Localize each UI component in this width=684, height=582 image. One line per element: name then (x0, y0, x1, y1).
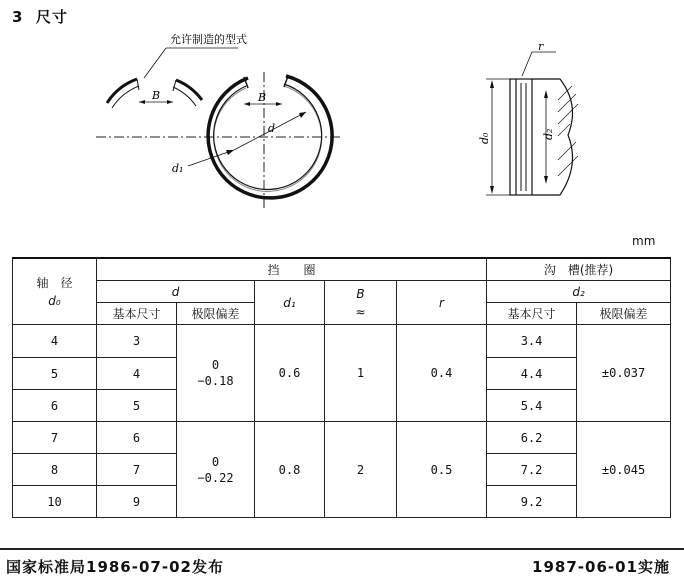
dev-upper: 0 (211, 358, 220, 372)
cell-d2: 4.4 (487, 358, 577, 390)
d2-label: d₂ (542, 128, 555, 140)
cell-d2: 9.2 (487, 486, 577, 518)
cell-d2: 7.2 (487, 454, 577, 486)
callout-label: 允许制造的型式 (170, 33, 247, 46)
cell-d0: 6 (13, 390, 97, 422)
header-shaft-symbol: d₀ (48, 293, 61, 308)
section-number: 3 (12, 8, 24, 26)
section-title: 尺寸 (35, 8, 68, 26)
header-B-symbol: B (356, 286, 365, 301)
cell-d2: 3.4 (487, 325, 577, 358)
dev-lower: −0.22 (197, 470, 234, 485)
d-label: d (268, 122, 276, 135)
cell-d: 5 (97, 390, 177, 422)
cell-d2: 6.2 (487, 422, 577, 454)
d0-label: d₀ (478, 132, 491, 144)
ring-drawing (0, 0, 684, 250)
header-d1-symbol: d₁ (283, 295, 296, 310)
cell-d2: 5.4 (487, 390, 577, 422)
cell-d1: 0.8 (255, 422, 325, 518)
header-limit-deviation: 极限偏差 (177, 303, 255, 325)
header-shaft (13, 258, 97, 325)
header-shaft-label: 轴 径 (36, 275, 73, 290)
unit-label: mm (632, 234, 656, 248)
footer-rule (0, 548, 684, 550)
cell-d0: 8 (13, 454, 97, 486)
cell-d2-deviation: ±0.037 (577, 325, 671, 422)
header-basic-size-2: 基本尺寸 (487, 303, 577, 325)
dimension-table (12, 257, 671, 518)
header-limit-deviation-2: 极限偏差 (577, 303, 671, 325)
cell-d0: 10 (13, 486, 97, 518)
header-d2-symbol: d₂ (572, 284, 585, 299)
cell-d0: 4 (13, 325, 97, 358)
header-r (397, 281, 487, 325)
cell-d-deviation (177, 422, 255, 518)
header-d1 (255, 281, 325, 325)
header-B (325, 281, 397, 325)
cell-r: 0.4 (397, 325, 487, 422)
issued-date: 国家标准局1986-07-02发布 (6, 558, 224, 576)
header-B-approx: ≈ (355, 304, 366, 319)
cell-d: 7 (97, 454, 177, 486)
cell-d: 4 (97, 358, 177, 390)
cell-d: 9 (97, 486, 177, 518)
header-basic-size: 基本尺寸 (97, 303, 177, 325)
header-r-symbol: r (439, 295, 444, 310)
header-groove: 沟 槽(推荐) (487, 258, 671, 281)
effective-date: 1987-06-01实施 (532, 558, 670, 576)
header-ring: 挡 圈 (97, 258, 487, 281)
header-d-symbol: d (171, 284, 180, 299)
dev-upper: 0 (211, 454, 220, 469)
b-label-ring: B (258, 91, 267, 104)
cell-d: 3 (97, 325, 177, 358)
cell-d: 6 (97, 422, 177, 454)
b-label-left: B (152, 89, 161, 102)
d1-label: d₁ (172, 162, 184, 175)
cell-d1: 0.6 (255, 325, 325, 422)
header-d (97, 281, 255, 303)
cell-r: 0.5 (397, 422, 487, 518)
cell-d0: 7 (13, 422, 97, 454)
header-d2 (487, 281, 671, 303)
cell-B: 1 (325, 325, 397, 422)
cell-d0: 5 (13, 358, 97, 390)
r-label: r (538, 40, 544, 53)
cell-d-deviation (177, 325, 255, 422)
dev-lower: −0.18 (197, 374, 234, 388)
cell-d2-deviation: ±0.045 (577, 422, 671, 518)
cell-B: 2 (325, 422, 397, 518)
